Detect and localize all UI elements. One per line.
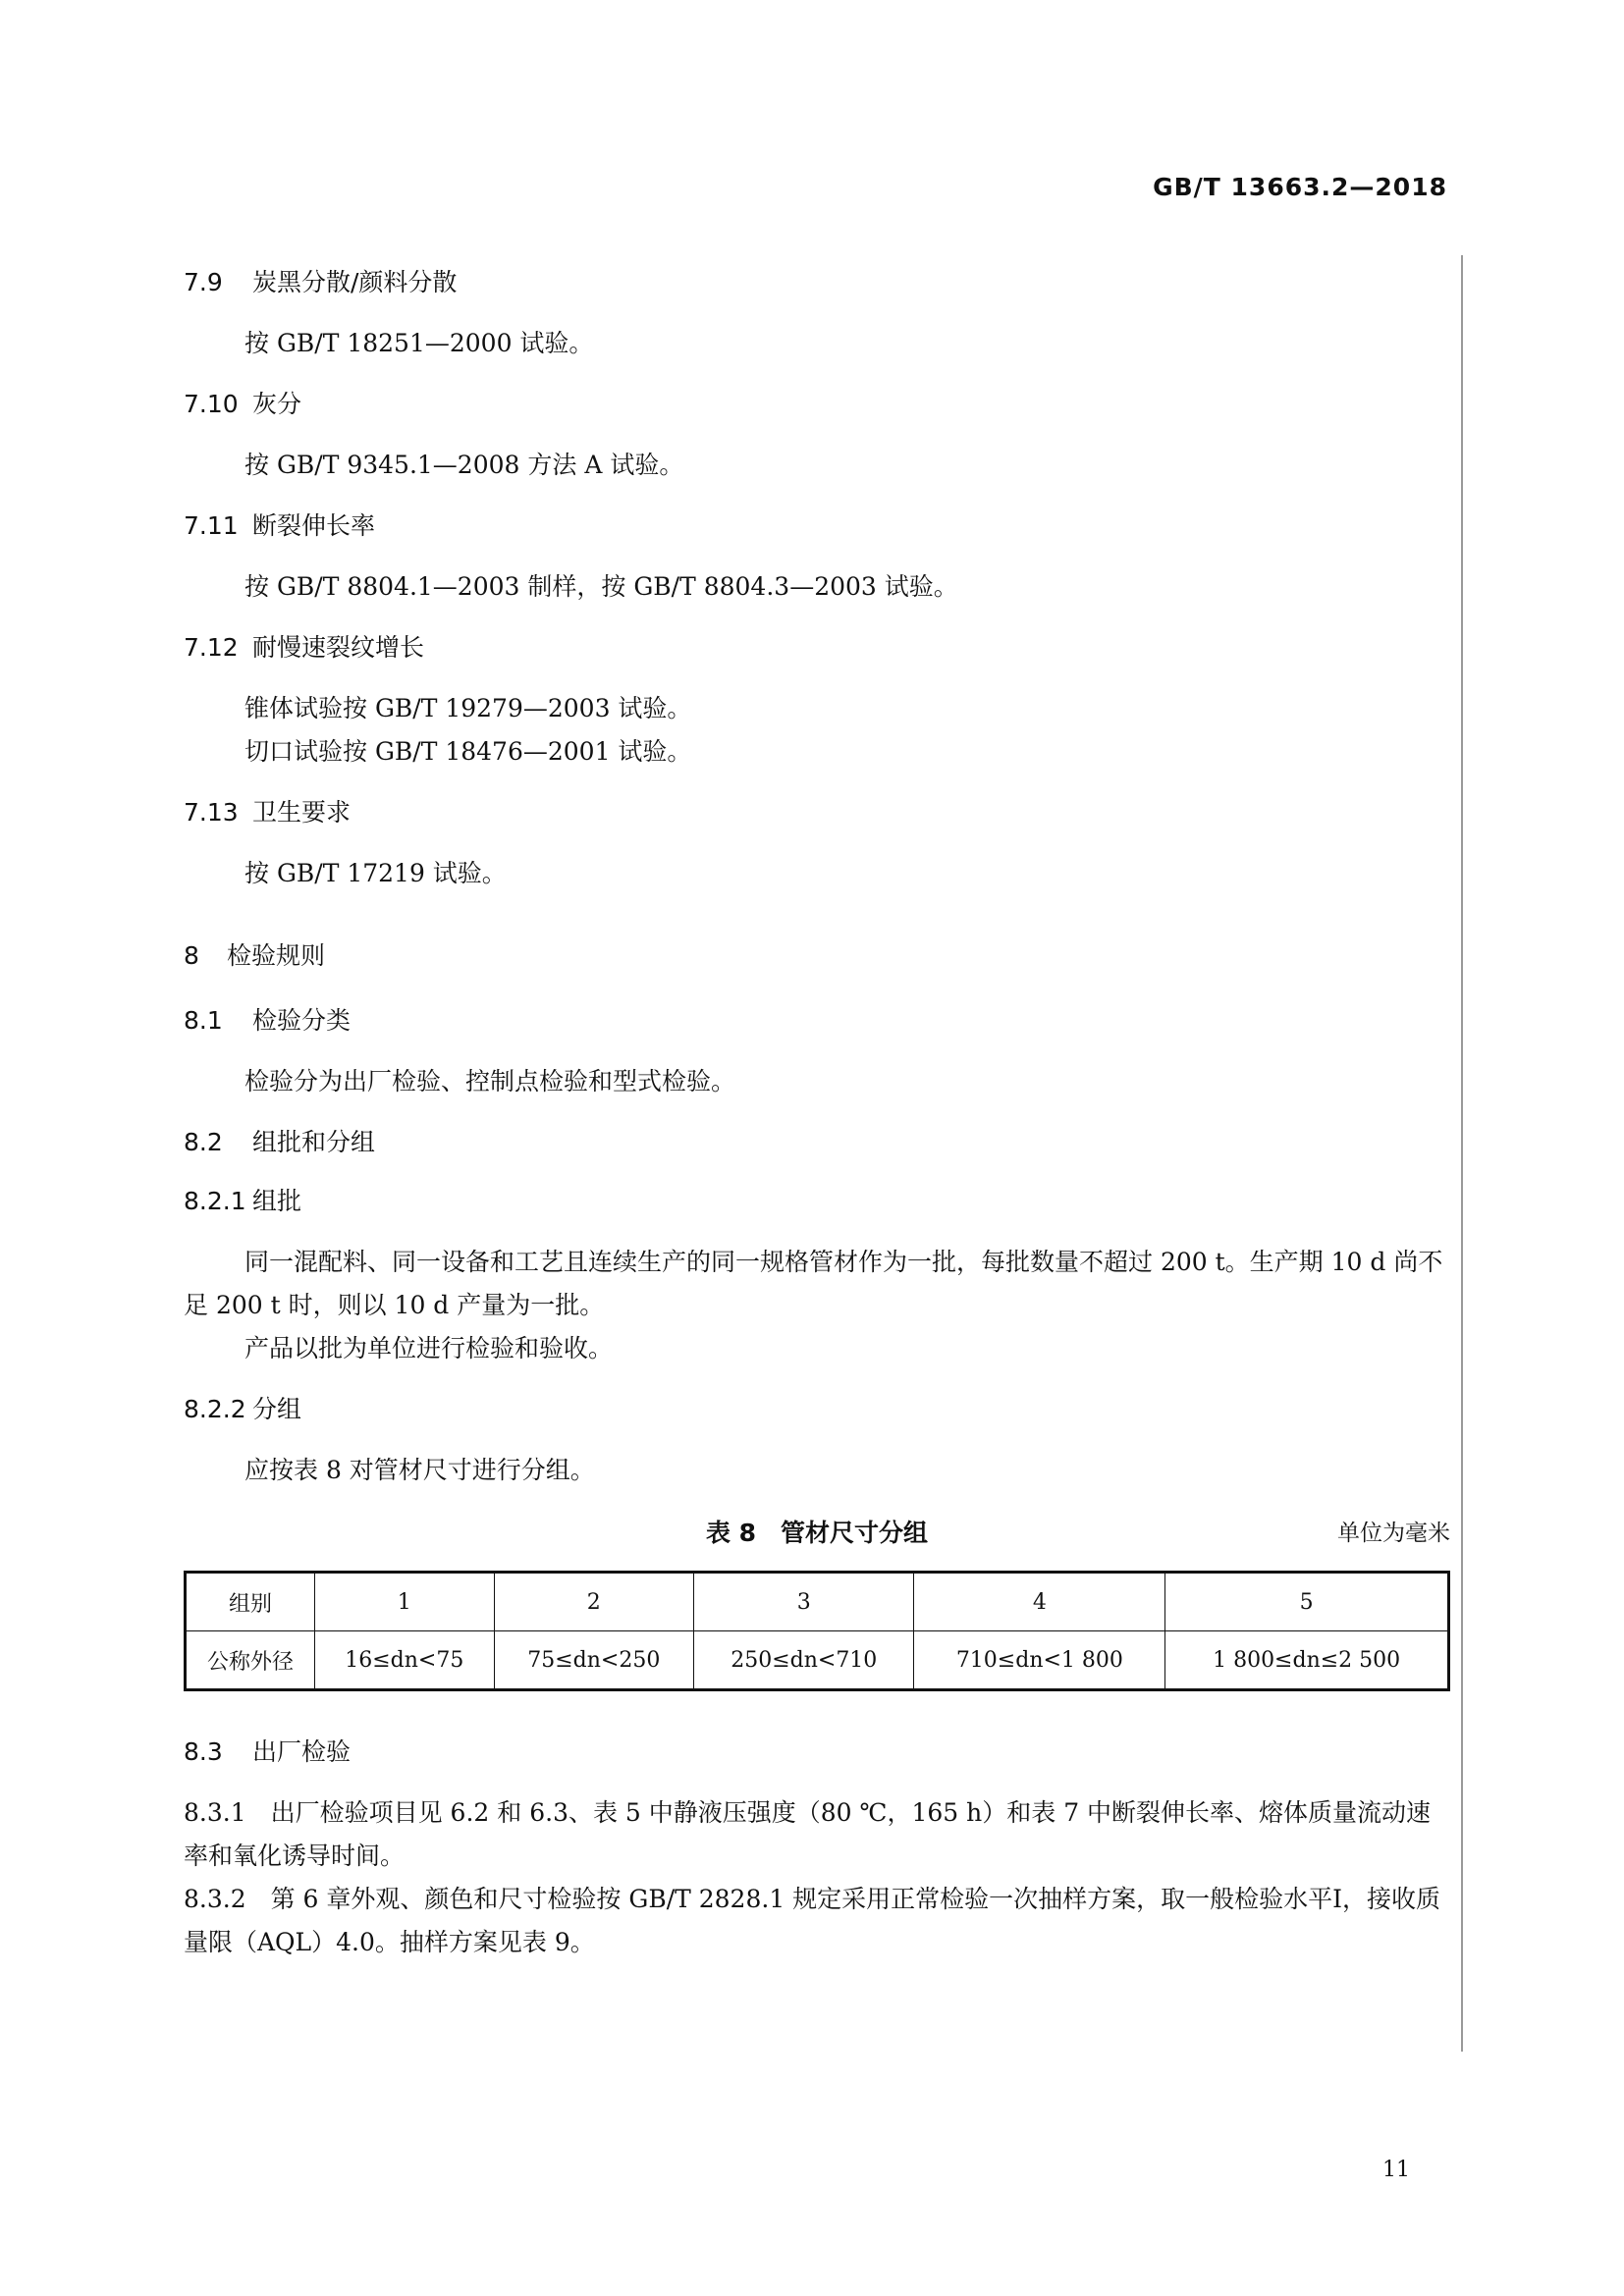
section-number: 8.3: [184, 1737, 223, 1766]
chapter-title: 检验规则: [227, 941, 326, 970]
section-number: 8.1: [184, 1006, 223, 1035]
section-7-12-body-2: 切口试验按 GB/T 18476—2001 试验。: [244, 737, 692, 766]
section-number: 7.10: [184, 390, 239, 418]
section-7-10-heading: [184, 385, 1450, 424]
section-number: 8.2.1: [184, 1187, 246, 1215]
section-8-3-1-body: 8.3.1 出厂检验项目见 6.2 和 6.3、表 5 中静液压强度（80 ℃，165 h）和表 7 中断裂伸长率、熔体质量流动速率和氧化诱导时间。: [184, 1798, 1432, 1870]
table-cell-group: 3: [694, 1573, 914, 1631]
section-number: 7.12: [184, 633, 239, 662]
table-title: 表 8 管材尺寸分组: [705, 1519, 929, 1547]
section-7-9-heading: [184, 263, 1450, 302]
section-7-13-body: 按 GB/T 17219 试验。: [244, 859, 507, 887]
page-content: [184, 263, 1450, 1964]
section-title: 出厂检验: [252, 1737, 352, 1766]
row-header-diameter: 公称外径: [186, 1631, 315, 1690]
table-cell-group: 5: [1165, 1573, 1449, 1631]
section-7-12-heading: [184, 628, 1450, 667]
section-8-2-1-body-1: 同一混配料、同一设备和工艺且连续生产的同一规格管材作为一批，每批数量不超过 200 t。生产期 10 d 尚不足 200 t 时，则以 10 d 产量为一批。: [184, 1248, 1443, 1319]
section-number: 7.11: [184, 511, 239, 540]
section-7-11-body: 按 GB/T 8804.1—2003 制样，按 GB/T 8804.3—2003 试验。: [244, 572, 958, 601]
row-header-group: 组别: [186, 1573, 315, 1631]
section-7-10-body: 按 GB/T 9345.1—2008 方法 A 试验。: [244, 451, 684, 479]
table-cell-diameter: 250≤dn<710: [694, 1631, 914, 1690]
section-8-1-heading: [184, 1001, 1450, 1041]
section-7-12-body-1: 锥体试验按 GB/T 19279—2003 试验。: [244, 694, 692, 722]
section-title: 检验分类: [252, 1006, 352, 1035]
section-7-9-body: 按 GB/T 18251—2000 试验。: [244, 329, 594, 357]
section-8-2-1-body-2: 产品以批为单位进行检验和验收。: [244, 1334, 614, 1362]
section-8-3-2-body: 8.3.2 第 6 章外观、颜色和尺寸检验按 GB/T 2828.1 规定采用正常检验一次抽样方案，取一般检验水平Ⅰ，接收质量限（AQL）4.0。抽样方案见表 9。: [184, 1885, 1441, 1956]
table-row-groups: [186, 1573, 1449, 1631]
section-title: 断裂伸长率: [252, 511, 376, 540]
section-8-1-body: 检验分为出厂检验、控制点检验和型式检验。: [244, 1067, 736, 1095]
section-number: 8.2.2: [184, 1395, 246, 1423]
table-cell-diameter: 16≤dn<75: [315, 1631, 495, 1690]
section-8-2-2-heading: [184, 1390, 1450, 1429]
section-8-2-1-heading: [184, 1182, 1450, 1221]
section-title: 组批和分组: [252, 1128, 376, 1156]
section-number: 7.9: [184, 268, 223, 296]
section-title: 分组: [252, 1395, 302, 1423]
margin-rule: [1461, 255, 1463, 2052]
section-number: 7.13: [184, 798, 239, 827]
chapter-number: 8: [184, 941, 199, 970]
section-title: 卫生要求: [252, 798, 352, 827]
table-row-diameters: [186, 1631, 1449, 1690]
table-cell-diameter: 710≤dn<1 800: [914, 1631, 1165, 1690]
pipe-size-group-table: [184, 1571, 1450, 1691]
table-cell-group: 1: [315, 1573, 495, 1631]
section-title: 灰分: [252, 390, 302, 418]
section-8-2-2-body: 应按表 8 对管材尺寸进行分组。: [244, 1456, 595, 1484]
section-title: 炭黑分散/颜料分散: [252, 268, 458, 296]
section-7-13-heading: [184, 793, 1450, 832]
section-7-11-heading: [184, 507, 1450, 546]
table-cell-group: 2: [494, 1573, 693, 1631]
table-cell-diameter: 75≤dn<250: [494, 1631, 693, 1690]
section-title: 耐慢速裂纹增长: [252, 633, 425, 662]
table-unit: 单位为毫米: [1337, 1521, 1450, 1546]
chapter-8-heading: [184, 936, 1450, 976]
section-8-3-heading: [184, 1733, 1450, 1772]
table-cell-group: 4: [914, 1573, 1165, 1631]
table-8-caption-row: [184, 1512, 1450, 1555]
section-number: 8.2: [184, 1128, 223, 1156]
section-8-2-heading: [184, 1123, 1450, 1162]
table-cell-diameter: 1 800≤dn≤2 500: [1165, 1631, 1449, 1690]
page-number: 11: [1382, 2158, 1410, 2182]
standard-code: GB/T 13663.2—2018: [1153, 173, 1447, 201]
section-title: 组批: [252, 1187, 302, 1215]
